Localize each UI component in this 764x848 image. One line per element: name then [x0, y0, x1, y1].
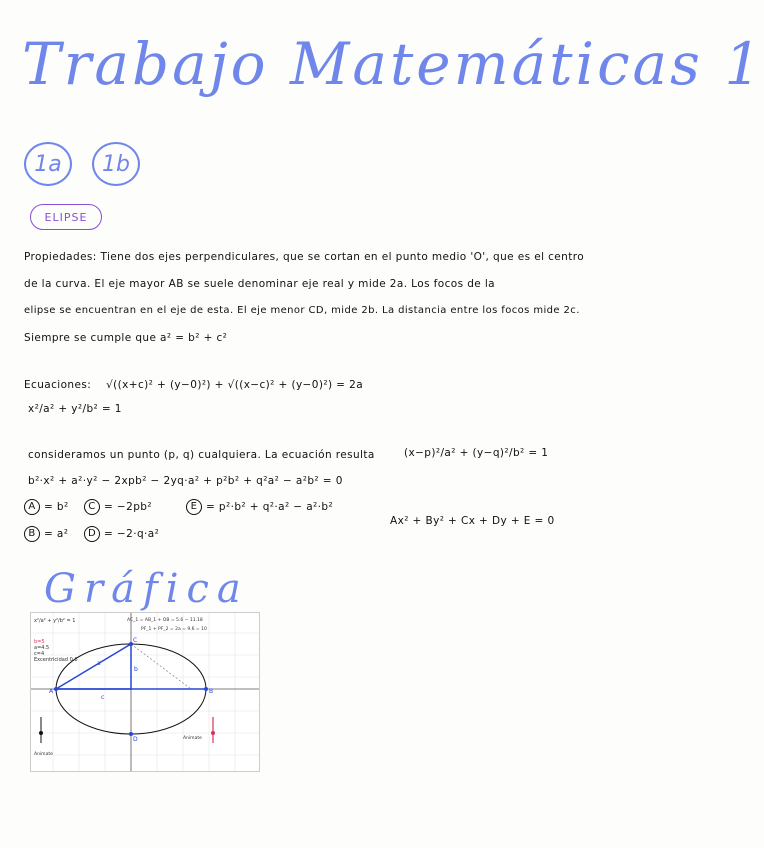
page-title: Trabajo Matemáticas 1: [22, 30, 764, 98]
graph-section-title: Gráfica: [44, 566, 249, 612]
properties-line-3: elipse se encuentran en el eje de esta. El eje menor CD, mide 2b. La distancia entre los focos mide 2c.: [24, 305, 580, 316]
properties-line-2: de la curva. El eje mayor AB se suele denominar eje real y mide 2a. Los focos de la: [24, 278, 496, 290]
point-b: [204, 687, 208, 691]
coef-c: [84, 499, 152, 515]
ellipse-graph-svg: [31, 613, 259, 771]
point-intro: consideramos un punto (p, q) cualquiera. La ecuación resulta: [28, 449, 375, 461]
algebra-line-1: x²/a² + y²/b² = 1: [34, 618, 76, 624]
expanded-equation: b²·x² + a²·y² − 2xpb² − 2yq·a² + p²b² + q²a² − a²b² = 0: [28, 475, 343, 487]
properties-line-1: [24, 250, 584, 264]
general-equation: Ax² + By² + Cx + Dy + E = 0: [390, 515, 555, 527]
label-c: C: [133, 637, 138, 644]
coef-e-value: = p²·b² + q²·a² − a²·b²: [206, 501, 334, 513]
point-a: [54, 687, 58, 691]
algebra-line-2: b=5: [34, 639, 45, 645]
label-side-b: b: [134, 666, 138, 673]
topic-badge[interactable]: ELIPSE: [30, 204, 102, 230]
equations-row: [24, 378, 363, 392]
coef-e-symbol: E: [186, 499, 202, 515]
equations-label: Ecuaciones:: [24, 379, 92, 391]
coef-b-value: = a²: [44, 528, 69, 540]
graph-top-label-1: AC_1 = AB_1 + OB = 5.6 − 11.18: [127, 618, 203, 623]
focal-distance-line: [131, 644, 191, 689]
label-side-a: a: [97, 660, 101, 667]
label-d: D: [133, 736, 138, 743]
coef-a-symbol: A: [24, 499, 40, 515]
slider-right-label: Animate: [183, 736, 202, 741]
coef-b-symbol: B: [24, 526, 40, 542]
label-side-c: c: [101, 694, 105, 701]
graph-grid: [31, 613, 259, 771]
tab-1a-label: 1a: [34, 151, 62, 177]
coef-d-value: = −2·q·a²: [104, 528, 160, 540]
graph-top-label-2: PF_1 + PF_2 = 2a = 9.6 = 10: [141, 627, 207, 632]
slider-left-knob: [39, 731, 43, 735]
coef-b: [24, 526, 68, 542]
label-a: A: [49, 688, 54, 695]
tab-1b[interactable]: [92, 142, 140, 186]
label-b: B: [209, 688, 214, 695]
coef-d: [84, 526, 159, 542]
coef-d-symbol: D: [84, 526, 100, 542]
algebra-line-3: a=4.5: [34, 645, 50, 651]
ellipse-graph[interactable]: [30, 612, 260, 772]
algebra-line-5: Excentricidad 0.8: [34, 657, 78, 663]
tab-1a[interactable]: [24, 142, 72, 186]
properties-line-4: Siempre se cumple que a² = b² + c²: [24, 332, 228, 344]
sum-distances-equation: √((x+c)² + (y−0)²) + √((x−c)² + (y−0)²) = 2a: [106, 379, 364, 391]
coef-a: [24, 499, 69, 515]
slider-right-knob: [211, 731, 215, 735]
coef-a-value: = b²: [44, 501, 69, 513]
coef-c-symbol: C: [84, 499, 100, 515]
coef-c-value: = −2pb²: [104, 501, 152, 513]
algebra-line-4: c=4: [34, 651, 45, 657]
properties-label: Propiedades:: [24, 251, 97, 263]
tab-1b-label: 1b: [102, 151, 130, 177]
coef-e: [186, 499, 333, 515]
translated-equation: (x−p)²/a² + (y−q)²/b² = 1: [404, 447, 549, 459]
canonical-equation: x²/a² + y²/b² = 1: [28, 403, 122, 415]
properties-text-1: Tiene dos ejes perpendiculares, que se cortan en el punto medio 'O', que es el centro: [100, 251, 585, 263]
slider-left-label: Animate: [34, 752, 53, 757]
focal-triangle: [56, 644, 131, 689]
